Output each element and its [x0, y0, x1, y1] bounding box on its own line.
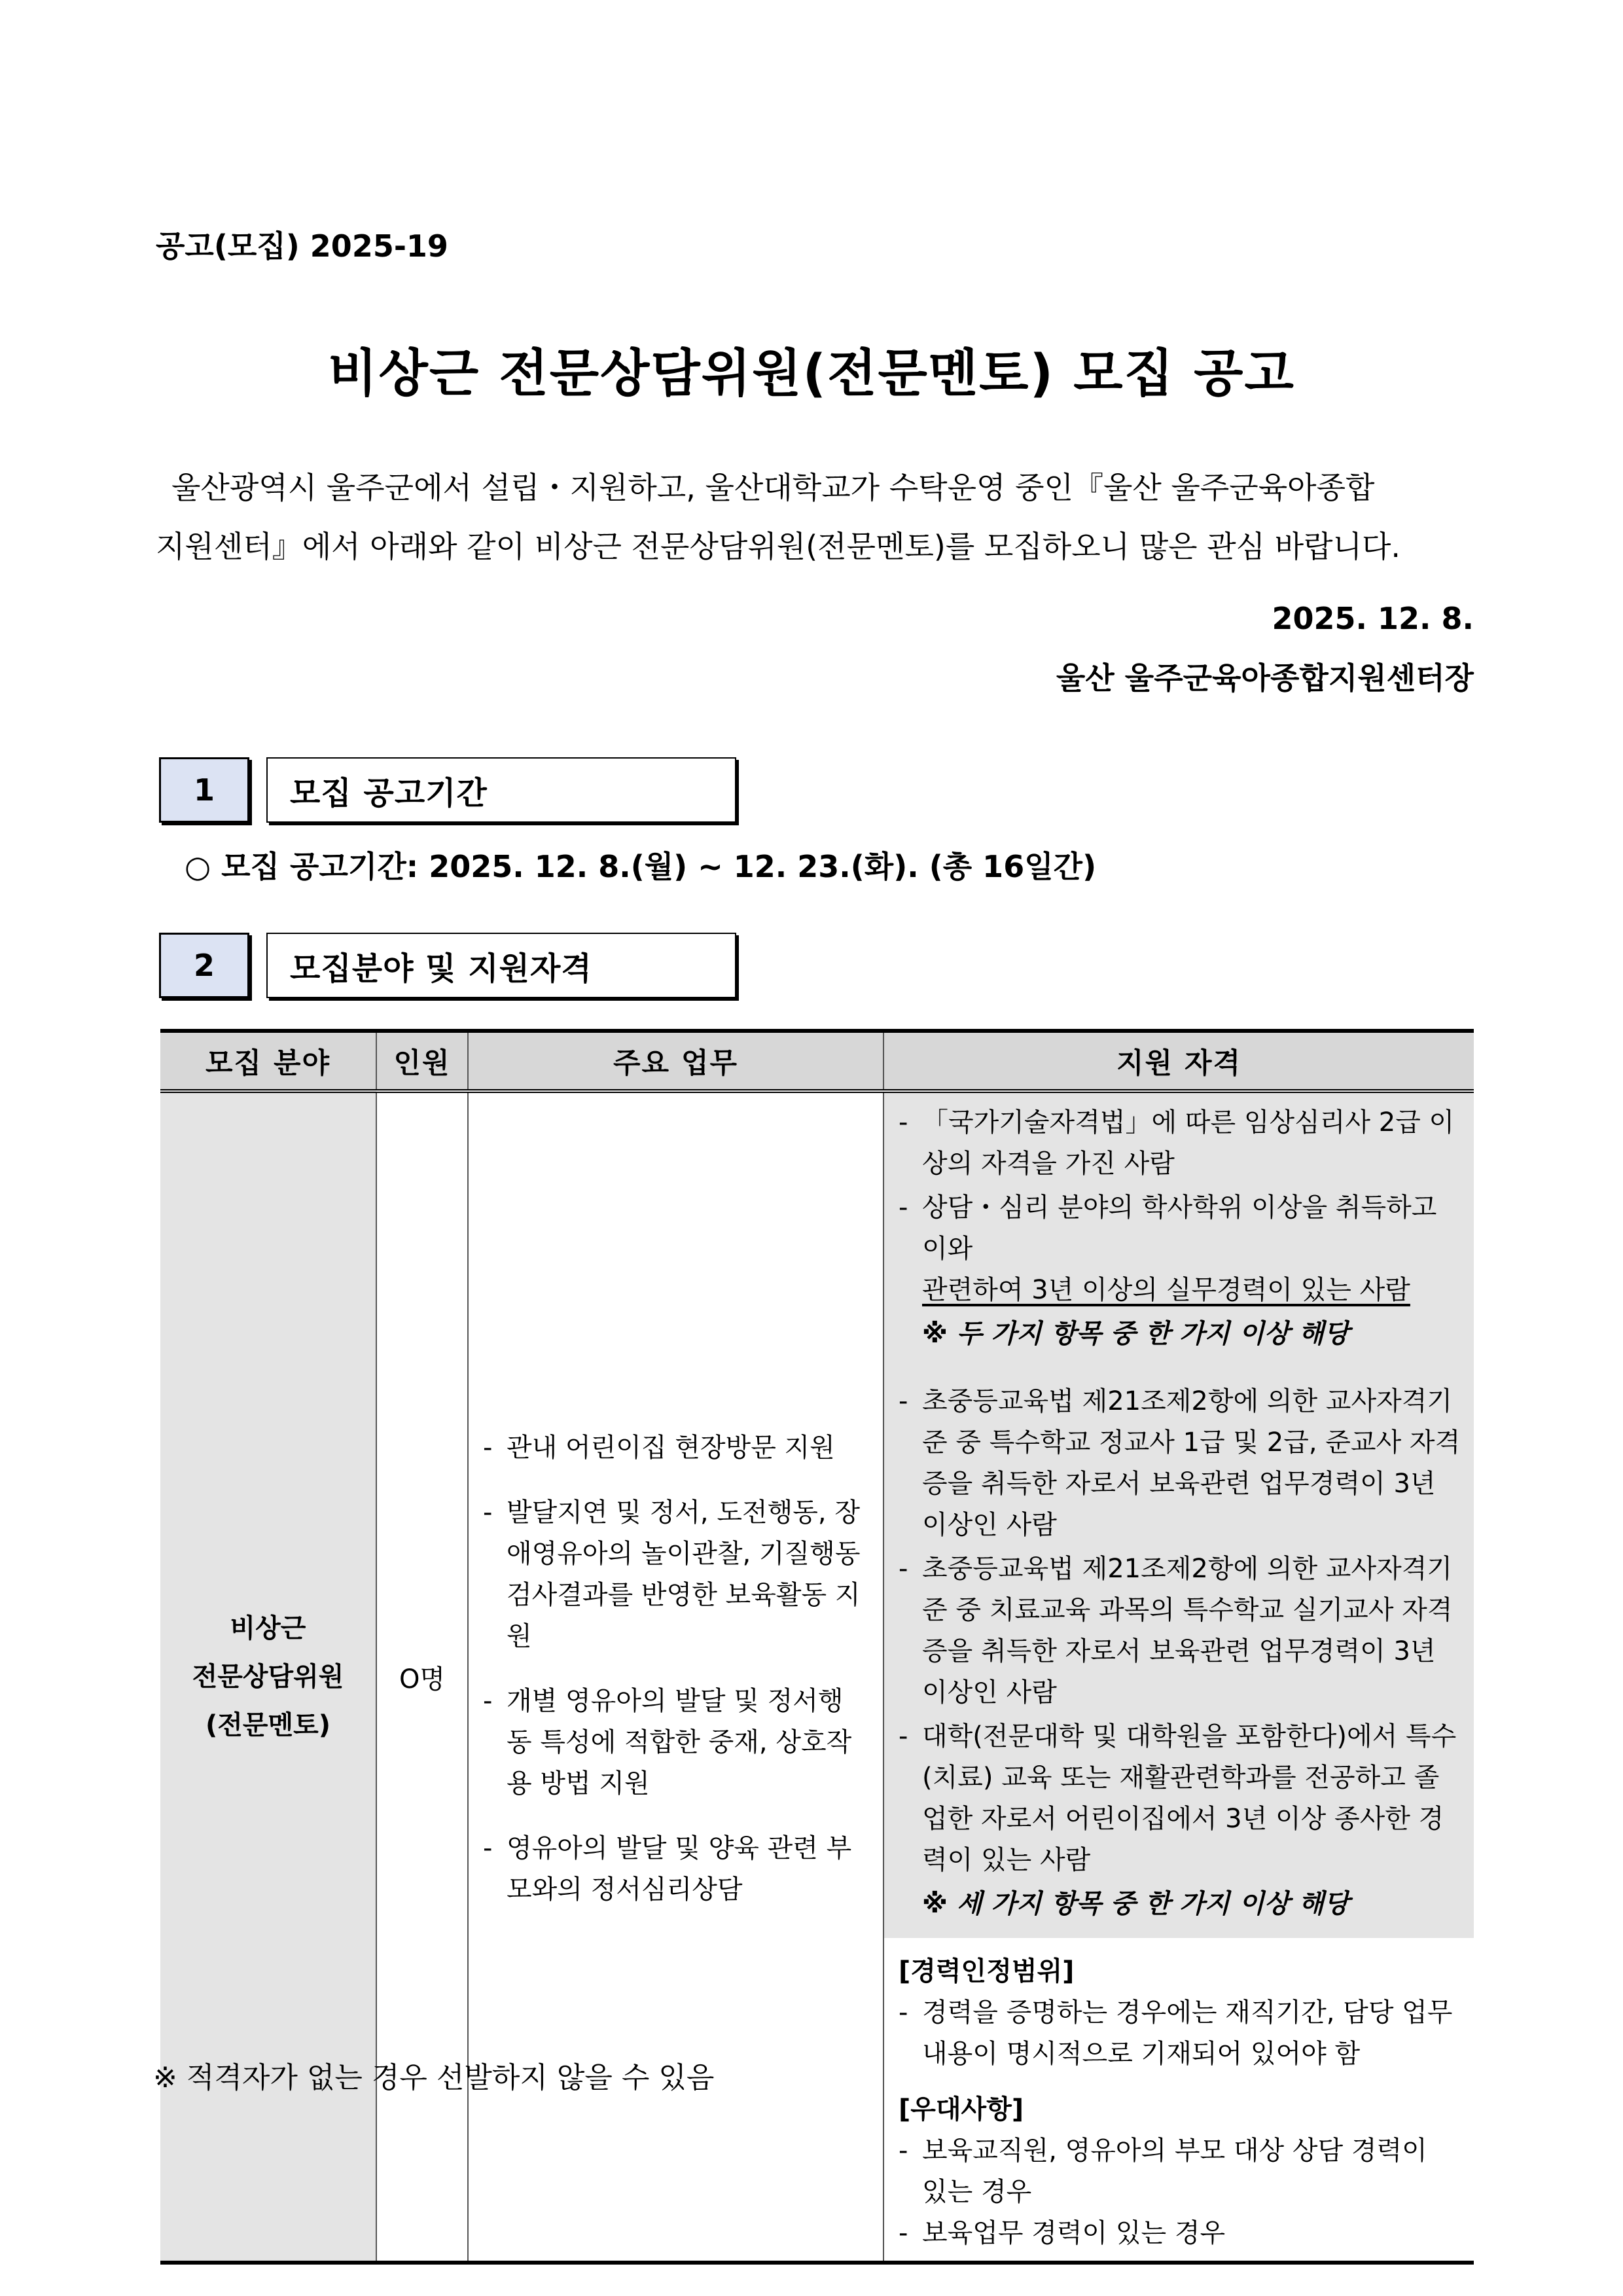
section-title: 모집분야 및 지원자격	[266, 933, 736, 998]
preference-item: - 보육업무 경력이 있는 경우	[899, 2213, 1461, 2254]
duty-item: - 개별 영유아의 발달 및 정서행동 특성에 적합한 중재, 상호작용 방법 지원	[483, 1681, 868, 1804]
recruitment-period: ○ 모집 공고기간: 2025. 12. 8.(월) ~ 12. 23.(화). (총 16일간)	[185, 849, 1097, 884]
field-line: (전문멘토)	[205, 1710, 331, 1740]
section-title: 모집 공고기간	[266, 757, 736, 823]
qualification-item: - 「국가기술자격법」에 따른 임상심리사 2급 이상의 자격을 가진 사람	[899, 1102, 1461, 1185]
qualification-underlined-text: 관련하여 3년 이상의 실무경력이 있는 사람	[922, 1275, 1410, 1305]
duty-item: - 영유아의 발달 및 양육 관련 부모와의 정서심리상담	[483, 1828, 868, 1910]
document-title: 비상근 전문상담위원(전문멘토) 모집 공고	[328, 344, 1295, 403]
issuer: 울산 울주군육아종합지원센터장	[1056, 660, 1474, 696]
intro-line: 지원센터』에서 아래와 같이 비상근 전문상담위원(전문멘토)를 모집하오니 많은 관심 바랍니다.	[156, 529, 1401, 564]
qualification-text: 상담・심리 분야의 학사학위 이상을 취득하고 이와	[922, 1193, 1437, 1264]
qualification-note: ※ 세 가지 항목 중 한 가지 이상 해당	[922, 1889, 1349, 1919]
section-number: 1	[159, 757, 249, 823]
table-header-row	[160, 1031, 1474, 1091]
qualification-item	[899, 1187, 1461, 1311]
career-heading: [경력인정범위]	[899, 1956, 1075, 1986]
career-item: - 경력을 증명하는 경우에는 재직기간, 담당 업무 내용이 명시적으로 기재되어 있어야 함	[899, 1992, 1461, 2075]
headcount: O명	[376, 1091, 468, 2263]
column-header: 인원	[376, 1031, 468, 1091]
field-line: 전문상담위원	[192, 1662, 344, 1692]
field-line: 비상근	[230, 1613, 306, 1643]
notice-date: 2025. 12. 8.	[1272, 601, 1474, 636]
qualifications	[883, 1091, 1474, 2263]
section-number: 2	[159, 933, 249, 998]
duty-item: - 관내 어린이집 현장방문 지원	[483, 1427, 868, 1469]
qualification-requirements	[884, 1093, 1474, 1938]
career-and-preferences	[884, 1938, 1474, 2261]
qualification-note: ※ 두 가지 항목 중 한 가지 이상 해당	[922, 1319, 1349, 1349]
intro-paragraph	[156, 458, 1472, 576]
column-header: 모집 분야	[160, 1031, 376, 1091]
column-header: 지원 자격	[883, 1031, 1474, 1091]
preference-heading: [우대사항]	[899, 2094, 1024, 2125]
qualification-item: - 초중등교육법 제21조제2항에 의한 교사자격기준 중 치료교육 과목의 특수학교 실기교사 자격증을 취득한 자로서 보육관련 업무경력이 3년 이상인 사람	[899, 1549, 1461, 1713]
qualification-item: - 대학(전문대학 및 대학원을 포함한다)에서 특수(치료) 교육 또는 재활관련학과를 전공하고 졸업한 자로서 어린이집에서 3년 이상 종사한 경력이 있는 사람	[899, 1716, 1461, 1881]
preference-item: - 보육교직원, 영유아의 부모 대상 상담 경력이 있는 경우	[899, 2130, 1461, 2213]
notice-number: 공고(모집) 2025-19	[156, 228, 448, 264]
intro-line: 울산광역시 울주군에서 설립・지원하고, 울산대학교가 수탁운영 중인『울산 울주군육아종합	[171, 470, 1375, 505]
qualification-item: - 초중등교육법 제21조제2항에 의한 교사자격기준 중 특수학교 정교사 1급 및 2급, 준교사 자격증을 취득한 자로서 보육관련 업무경력이 3년 이상인 사람	[899, 1381, 1461, 1546]
column-header: 주요 업무	[468, 1031, 883, 1091]
footnote: ※ 적격자가 없는 경우 선발하지 않을 수 있음	[153, 2061, 715, 2094]
duty-item: - 발달지연 및 정서, 도전행동, 장애영유아의 놀이관찰, 기질행동 검사결과를 반영한 보육활동 지원	[483, 1492, 868, 1657]
